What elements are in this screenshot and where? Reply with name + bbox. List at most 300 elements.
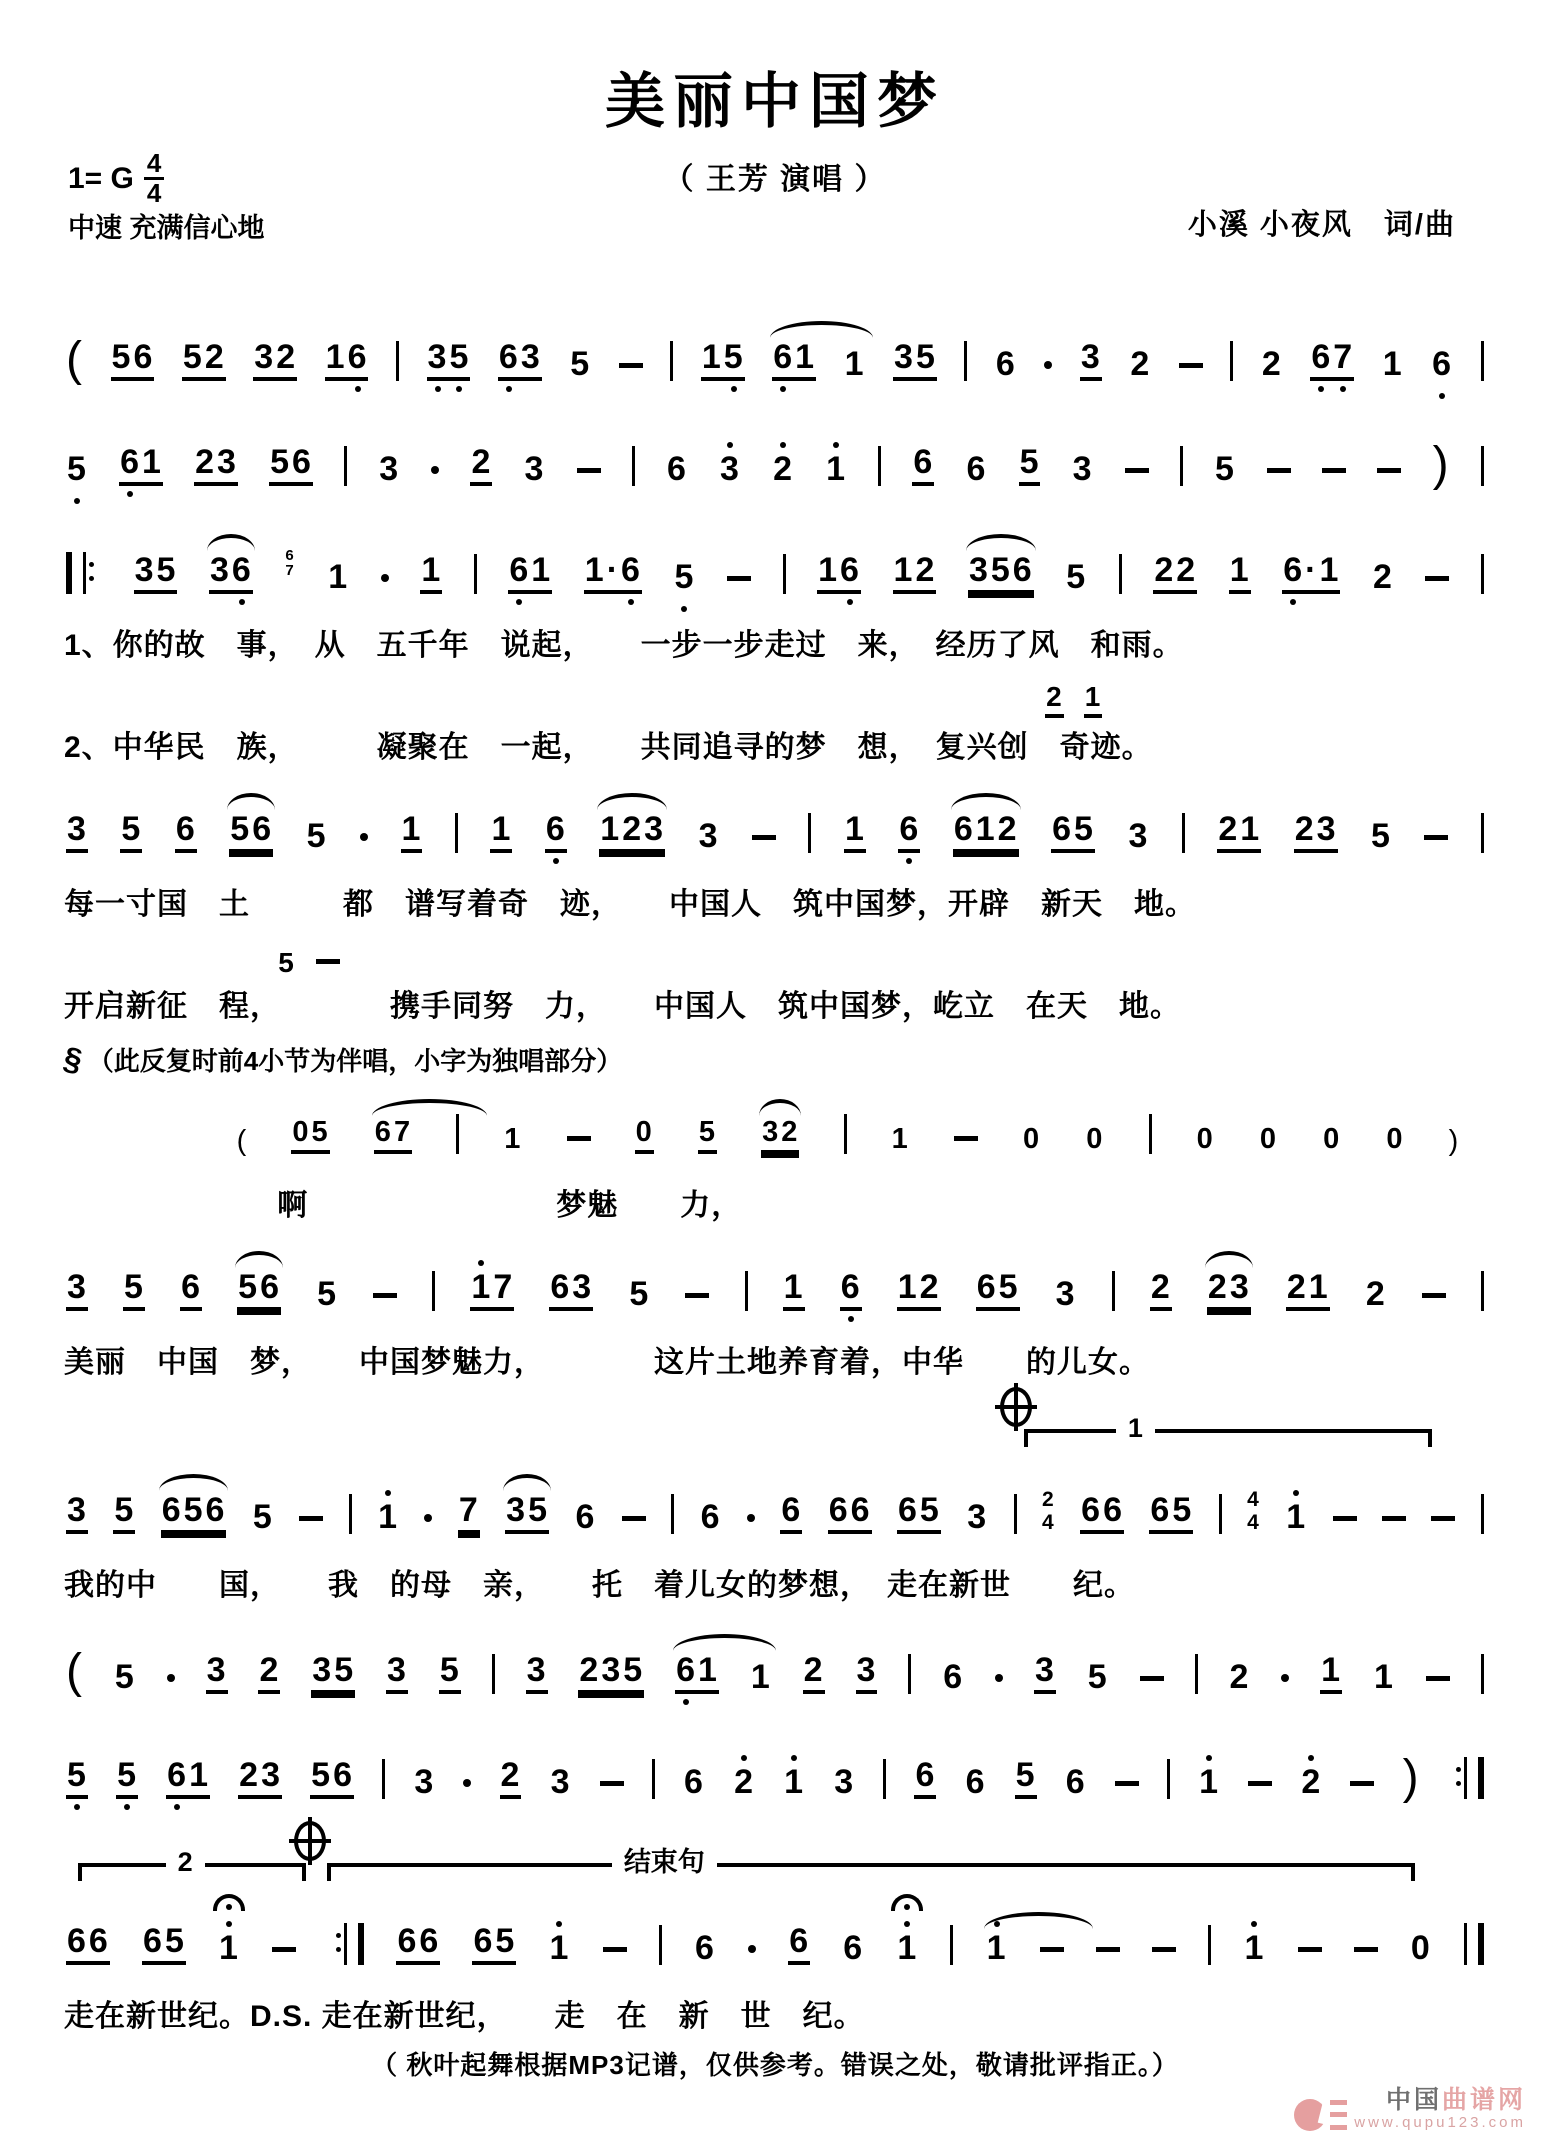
watermark-text — [1354, 2087, 1526, 2131]
note-digit: 5 — [570, 345, 591, 384]
note-digit: 2 — [1150, 1268, 1171, 1307]
barline — [950, 1925, 953, 1965]
note-digit: 5 — [1015, 1755, 1036, 1794]
note-digit: 5 — [1066, 558, 1087, 597]
dash-note — [1040, 1947, 1064, 1952]
note — [1282, 553, 1340, 594]
note-digit: 3 — [644, 810, 665, 849]
note-digit: 6 — [143, 1921, 163, 1960]
note — [253, 340, 297, 381]
fermata-icon — [213, 1894, 245, 1911]
note — [166, 1755, 210, 1799]
dash-note — [1377, 468, 1401, 473]
note — [420, 553, 442, 594]
grace-digit: 6 — [285, 547, 295, 565]
note — [896, 1928, 918, 1967]
note-digit: 6 — [666, 450, 687, 489]
note-digit: 6 — [684, 1762, 704, 1801]
note-digit: 6 — [828, 1491, 849, 1530]
dash-note — [1431, 1516, 1455, 1521]
note-digit: 2 — [622, 810, 643, 849]
slur — [984, 1912, 1094, 1929]
note-digit: 2 — [1261, 345, 1282, 384]
note-digit: 6 — [1311, 338, 1332, 377]
lyric-line: 1、你的故 事， 从 五千年 说起， 一步一步走过 来， 经历了风 和雨。 — [64, 629, 1184, 663]
note-digit: 2 — [734, 1762, 755, 1801]
note-digit: 6 — [509, 551, 530, 590]
dash-note — [1096, 1947, 1120, 1952]
note-digit: 6 — [1283, 551, 1304, 590]
note-digit: 3 — [217, 443, 237, 482]
note — [175, 812, 197, 853]
barline — [808, 813, 811, 853]
note — [458, 1493, 480, 1534]
time-signature-bottom: 4 — [146, 178, 162, 209]
barline — [1208, 1925, 1211, 1965]
note-digit: 6 — [943, 1657, 964, 1696]
note — [1129, 345, 1151, 384]
note-digit: 3 — [427, 338, 448, 377]
note — [1410, 1928, 1432, 1967]
note-digit: 3 — [379, 450, 400, 489]
note-digit: 2 — [1301, 1762, 1322, 1801]
note — [1310, 340, 1354, 381]
note-digit: 7 — [458, 1491, 479, 1530]
note-digit: 6 — [1150, 1491, 1171, 1530]
music-line — [64, 1453, 1486, 1558]
note-digit: 6 — [181, 1268, 202, 1307]
note-digit: 6 — [498, 338, 519, 377]
meter-signature — [1247, 1489, 1260, 1533]
note-digit: 1 — [491, 810, 512, 849]
barline — [1195, 1654, 1198, 1694]
note — [237, 1270, 281, 1311]
note-digit: 5 — [674, 558, 695, 597]
dot-augmentation — [360, 833, 368, 841]
volta-bracket — [78, 1846, 306, 1881]
note-digit: 3 — [1080, 338, 1101, 377]
note — [788, 1921, 810, 1965]
note-digit: 3 — [387, 1650, 407, 1689]
note-digit: 5 — [528, 1491, 549, 1530]
note — [578, 1650, 644, 1694]
note — [1080, 340, 1102, 381]
note-digit: 1 — [504, 1123, 522, 1156]
note — [134, 553, 178, 594]
dot-augmentation — [748, 1945, 756, 1953]
note-digit: 6 — [67, 1921, 87, 1960]
note — [113, 1493, 135, 1534]
note — [142, 1921, 186, 1965]
barline — [1481, 1494, 1484, 1534]
note-digit: 3 — [894, 338, 914, 377]
note-digit: 5 — [449, 338, 470, 377]
barline — [659, 1925, 662, 1965]
note-digit: 5 — [278, 947, 295, 979]
note — [1431, 345, 1453, 384]
lyric-line: 2、中华民 族， 凝聚在 一起， 共同追寻的梦 想， 复兴创 奇迹。 — [64, 731, 1153, 765]
note-digit: 3 — [698, 817, 719, 856]
lyric-line: 啊 梦魅 力， — [277, 1189, 743, 1223]
dash-note — [373, 1293, 397, 1298]
note-digit: 5 — [67, 1755, 87, 1794]
note-digit: 3 — [506, 1491, 527, 1530]
note-digit: 5 — [164, 1921, 185, 1960]
parenthesis: ) — [1448, 1125, 1460, 1158]
note-digit: 1 — [1244, 1928, 1265, 1967]
note-digit: 1 — [750, 1657, 771, 1696]
note-digit: 6 — [88, 1921, 109, 1960]
barline — [783, 554, 786, 594]
note — [66, 450, 88, 489]
note — [783, 1270, 805, 1311]
note — [844, 345, 866, 384]
note — [396, 1921, 440, 1965]
note — [1065, 558, 1087, 597]
note — [209, 553, 253, 594]
note-digit: 5 — [723, 338, 744, 377]
note — [635, 1118, 654, 1154]
barline — [456, 1114, 459, 1154]
note-digit: 1 — [701, 338, 722, 377]
note-digit: 5 — [495, 1921, 516, 1960]
time-signature — [144, 150, 164, 208]
note — [965, 1762, 987, 1801]
note — [701, 340, 745, 381]
note — [1045, 683, 1064, 718]
note — [182, 340, 226, 381]
note — [194, 445, 238, 486]
note-digit: 5 — [623, 1650, 644, 1689]
note-digit: 0 — [1086, 1123, 1104, 1156]
note-digit: 6 — [913, 443, 934, 482]
note-digit: 5 — [998, 1268, 1019, 1307]
slur — [759, 1099, 801, 1116]
slur — [227, 793, 275, 810]
note — [700, 1498, 722, 1537]
lyric-line: 走在新世纪。D.S. 走在新世纪， 走 在 新 世 纪。 — [64, 1999, 865, 2033]
note-digit: 2 — [781, 1116, 799, 1149]
volta-bracket — [1024, 1413, 1432, 1447]
note-digit: 5 — [311, 1116, 329, 1149]
note — [803, 1650, 825, 1694]
slur — [673, 1634, 776, 1651]
tempo-marking: 中速 充满信心地 — [68, 213, 265, 243]
barline — [1481, 446, 1484, 486]
note — [291, 1118, 329, 1154]
dash-note — [954, 1136, 978, 1141]
volta-label: 1 — [1116, 1414, 1155, 1444]
meter-digit: 4 — [1247, 1511, 1260, 1535]
dash-note — [619, 363, 643, 368]
note — [856, 1650, 878, 1694]
grace-digit: 7 — [285, 562, 295, 580]
note — [490, 812, 512, 853]
note-digit: 0 — [1023, 1123, 1041, 1156]
dot-augmentation — [747, 1514, 755, 1522]
barline — [883, 1759, 886, 1799]
dot-augmentation — [463, 1779, 471, 1787]
dash-note — [1298, 1947, 1322, 1952]
dot-augmentation — [1044, 361, 1052, 369]
dash-note — [1333, 1516, 1357, 1521]
note-digit: 1 — [1374, 1657, 1394, 1696]
slur — [597, 793, 667, 810]
dash-note — [685, 1293, 709, 1298]
note-digit: 5 — [230, 810, 251, 849]
note-digit: 5 — [1019, 443, 1040, 482]
note-digit: 5 — [252, 1498, 273, 1537]
note-digit: 1 — [893, 551, 914, 590]
dash-note — [1426, 1676, 1450, 1681]
note — [524, 450, 546, 489]
note-digit: 6 — [419, 1921, 440, 1960]
barline — [1182, 813, 1185, 853]
note — [897, 1270, 941, 1311]
note-digit: 3 — [67, 810, 87, 849]
note-digit: 6 — [397, 1921, 418, 1960]
note — [1127, 817, 1149, 856]
note — [772, 450, 794, 489]
dash-note — [622, 1516, 646, 1521]
note-digit: 1 — [378, 1498, 398, 1537]
note — [1229, 553, 1251, 594]
note — [898, 812, 920, 853]
note-digit: 2 — [803, 1650, 824, 1689]
dash-note — [752, 835, 776, 840]
note-digit: 5 — [919, 1491, 940, 1530]
note-digit: 5 — [306, 817, 327, 856]
volta-bracket — [327, 1846, 1415, 1881]
performer-credit: （ 王芳 演唱 ） — [663, 163, 887, 196]
note-digit: 6 — [840, 551, 860, 590]
note-digit: 6 — [545, 810, 566, 849]
note-digit: 3 — [1055, 1275, 1076, 1314]
note-digit: 6 — [694, 1928, 715, 1967]
note — [893, 340, 937, 381]
note-digit: 6 — [347, 338, 368, 377]
note — [719, 450, 741, 489]
note — [310, 1755, 354, 1799]
dot-augmentation — [1281, 1674, 1289, 1682]
note — [965, 450, 987, 489]
note-digit: 5 — [156, 551, 177, 590]
lyric-line: 每一寸国 土 都 谱写着奇 迹， 中国人 筑中国梦，开辟 新天 地。 — [64, 888, 1196, 922]
note — [1259, 1125, 1278, 1154]
note — [206, 1650, 228, 1694]
note — [828, 1493, 872, 1534]
slur — [235, 1251, 283, 1268]
note-digit: 0 — [635, 1116, 653, 1149]
note-digit: 3 — [762, 1116, 780, 1149]
barline — [1481, 1271, 1484, 1311]
note-digit: 5 — [117, 1755, 137, 1794]
note-digit: 0 — [292, 1116, 310, 1149]
note-digit: 3 — [312, 1650, 333, 1689]
note-digit: 5 — [183, 1491, 204, 1530]
music-line — [64, 302, 1486, 405]
note-digit: 1 — [986, 1928, 1007, 1967]
note — [599, 812, 665, 853]
coda-icon — [294, 1821, 326, 1861]
note-digit: 1 — [784, 1762, 805, 1801]
dot-augmentation — [381, 574, 389, 582]
note — [628, 1275, 650, 1314]
note-digit: 2 — [1286, 1268, 1307, 1307]
note-digit: 2 — [773, 450, 794, 489]
note-digit: 6 — [292, 443, 312, 482]
note — [1214, 450, 1236, 489]
note-digit: 3 — [967, 1498, 988, 1537]
watermark-brand — [1386, 2087, 1526, 2115]
note — [1034, 1650, 1056, 1694]
note — [1051, 812, 1095, 853]
note-digit: 1 — [142, 443, 162, 482]
note-digit: 6 — [374, 1116, 392, 1149]
music-line — [64, 407, 1486, 510]
note-digit: 1 — [1229, 551, 1250, 590]
note — [840, 1270, 862, 1311]
repeat-end-sign — [1464, 1757, 1484, 1799]
note — [374, 1118, 412, 1154]
note-digit: 5 — [111, 338, 132, 377]
note-digit: 7 — [393, 1116, 412, 1149]
note — [666, 450, 688, 489]
note-digit: 6 — [789, 1921, 810, 1960]
note — [942, 1657, 964, 1696]
note — [986, 1928, 1008, 1967]
barline — [1180, 446, 1183, 486]
note-digit: 6 — [252, 810, 273, 849]
key-text: 1= G — [68, 161, 134, 195]
note — [817, 553, 861, 594]
dash-note — [567, 1136, 591, 1141]
note-digit: 0 — [1196, 1123, 1214, 1156]
note — [377, 1498, 399, 1537]
volta-row — [64, 1825, 1486, 1887]
lyric-line: 开启新征 程， 携手同努 力， 中国人 筑中国梦，屹立 在天 地。 — [64, 990, 1181, 1024]
music-line — [64, 1234, 1486, 1335]
note-digit: 5 — [1074, 810, 1094, 849]
note-digit: 5 — [124, 1268, 144, 1307]
volta-label: 2 — [166, 1848, 205, 1878]
note-digit: 6 — [473, 1921, 494, 1960]
parenthesis: ( — [66, 333, 83, 386]
note — [119, 445, 163, 486]
note-digit: 0 — [1323, 1123, 1341, 1156]
barline — [1219, 1494, 1222, 1534]
note-digit: 2 — [579, 1650, 600, 1689]
note — [761, 1118, 799, 1154]
note — [1294, 812, 1338, 853]
note — [311, 1650, 355, 1694]
note — [413, 1762, 435, 1801]
dash-note — [1267, 468, 1291, 473]
note-digit: 0 — [1259, 1123, 1278, 1156]
dash-note — [1382, 1516, 1406, 1521]
note-digit: 3 — [856, 1650, 877, 1689]
fermata-icon — [891, 1894, 923, 1911]
note — [238, 1755, 282, 1799]
note — [378, 450, 400, 489]
note-digit: 6 — [898, 1491, 918, 1530]
note — [325, 340, 369, 381]
dash-note — [272, 1947, 296, 1952]
note — [114, 1657, 136, 1696]
note — [1286, 1270, 1330, 1311]
note — [1150, 1270, 1172, 1311]
note — [1087, 1657, 1109, 1696]
parenthesis: ) — [1402, 1750, 1420, 1804]
note-digit: 1 — [549, 1928, 570, 1967]
note-digit: 6 — [1052, 810, 1073, 849]
note-digit: 6 — [899, 810, 920, 849]
music-line — [235, 1078, 1462, 1178]
note-digit: 2 — [239, 1755, 260, 1794]
note — [995, 345, 1017, 384]
note-digit: 1 — [421, 551, 442, 590]
note-digit: 5 — [629, 1275, 650, 1314]
note-digit: 6 — [773, 338, 794, 377]
note-digit: 1 — [1286, 1498, 1307, 1537]
note-digit: 2 — [1130, 345, 1151, 384]
dash-note — [1248, 1781, 1272, 1786]
note — [180, 1270, 202, 1311]
note-digit: 2 — [1176, 551, 1197, 590]
barline — [908, 1654, 911, 1694]
note-digit: 1 — [325, 338, 346, 377]
note — [549, 1270, 593, 1311]
note — [1322, 1125, 1341, 1154]
dash-note — [299, 1516, 323, 1521]
barline — [1112, 1271, 1115, 1311]
dot-augmentation — [167, 1674, 175, 1682]
barline — [349, 1494, 352, 1534]
dash-note — [1152, 1947, 1176, 1952]
note-digit: 1 — [1321, 1650, 1342, 1689]
note — [1085, 1125, 1104, 1154]
note-digit: 3 — [526, 1650, 547, 1689]
time-signature-top: 4 — [144, 150, 164, 180]
note — [1207, 1270, 1251, 1311]
note-digit: 3 — [206, 1650, 227, 1689]
note — [694, 1928, 716, 1967]
slur — [966, 534, 1036, 551]
note-digit: 1 — [1382, 345, 1403, 384]
note-digit: 6 — [966, 450, 987, 489]
note — [1217, 812, 1261, 853]
note-digit: 1 — [826, 450, 847, 489]
final-barline — [1464, 1923, 1484, 1965]
note-digit: 6 — [850, 1491, 871, 1530]
note-digit: 3 — [720, 450, 740, 489]
note — [1261, 345, 1283, 384]
barline — [1481, 813, 1484, 853]
dot-augmentation — [995, 1674, 1003, 1682]
note-digit: 6 — [965, 1762, 986, 1801]
note-digit: 6 — [781, 1491, 802, 1530]
note-digit: 5 — [915, 338, 936, 377]
repeat-end-sign — [344, 1923, 364, 1965]
note — [1243, 1928, 1265, 1967]
slur — [159, 1474, 229, 1491]
note-digit: 5 — [1087, 1657, 1108, 1696]
note-digit: 1 — [795, 338, 816, 377]
barline — [1481, 341, 1484, 381]
note-digit: 3 — [601, 1650, 622, 1689]
barline — [344, 446, 347, 486]
lyric-line: 我的中 国， 我 的母 亲， 托 着儿女的梦想， 走在新世 纪。 — [64, 1569, 1135, 1603]
